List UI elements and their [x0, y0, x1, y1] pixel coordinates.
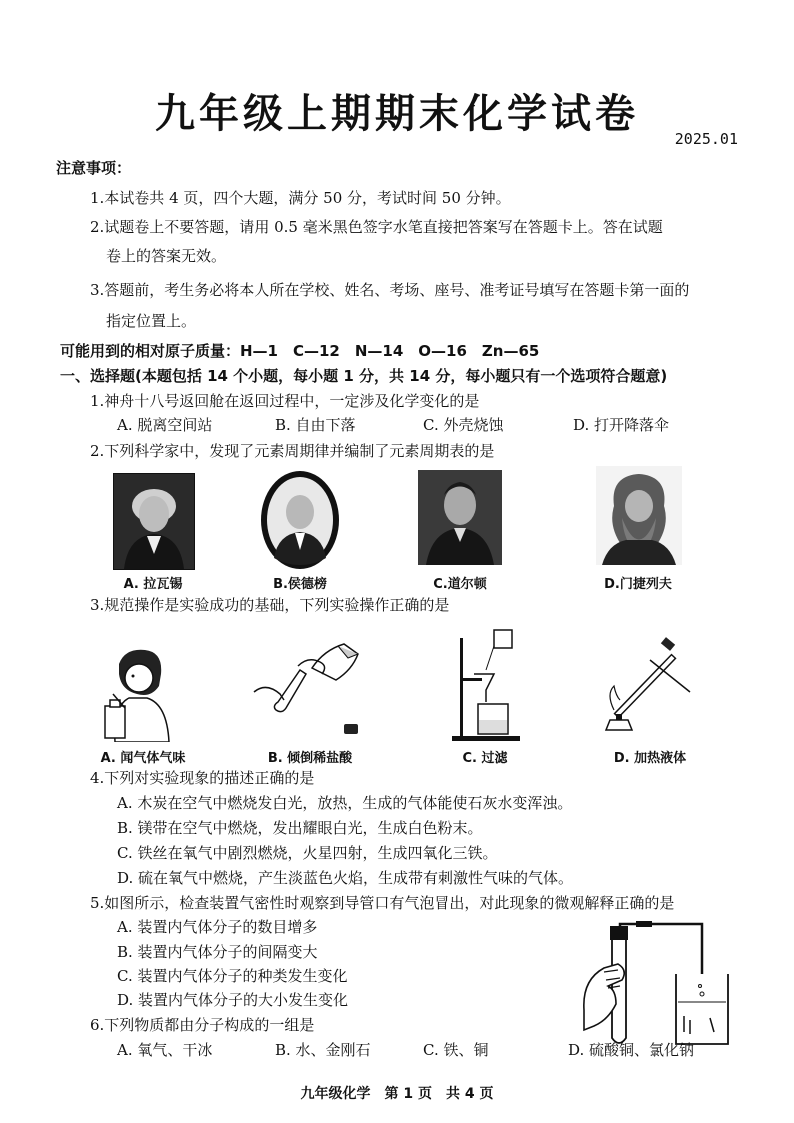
q6-option-c: C. 铁、铜	[423, 1041, 489, 1059]
q6-option-b: B. 水、金刚石	[275, 1041, 371, 1059]
q2-stem: 2.下列科学家中，发现了元素周期律并编制了元素周期表的是	[90, 442, 495, 460]
note-3-cont: 指定位置上。	[106, 312, 197, 330]
caption-3d: D. 加热液体	[613, 751, 687, 766]
q6-option-a: A. 氧气、干冰	[117, 1041, 213, 1059]
caption-c: C.道尔顿	[433, 577, 487, 592]
q4-stem: 4.下列对实验现象的描述正确的是	[90, 769, 315, 787]
portrait-mendeleev	[596, 466, 682, 565]
q5-option-d: D. 装置内气体分子的大小发生变化	[117, 991, 349, 1009]
figure-heat-liquid	[602, 630, 698, 742]
caption-b: B.侯德榜	[273, 577, 327, 592]
portrait-dalton	[418, 470, 502, 565]
q5-option-b: B. 装置内气体分子的间隔变大	[117, 943, 318, 961]
q1-option-d: D. 打开降落伞	[573, 416, 670, 434]
caption-a: A. 拉瓦锡	[123, 577, 183, 592]
figure-filtration	[450, 624, 522, 742]
q4-option-d: D. 硫在氧气中燃烧，产生淡蓝色火焰，生成带有刺激性气味的气体。	[117, 869, 574, 887]
note-1: 1.本试卷共 4 页，四个大题，满分 50 分，考试时间 50 分钟。	[90, 189, 511, 207]
q5-option-a: A. 装置内气体分子的数目增多	[117, 918, 318, 936]
q1-option-b: B. 自由下落	[275, 416, 356, 434]
q1-stem: 1.神舟十八号返回舱在返回过程中，一定涉及化学变化的是	[90, 392, 480, 410]
q4-option-a: A. 木炭在空气中燃烧发白光，放热，生成的气体能使石灰水变浑浊。	[117, 794, 573, 812]
caption-3c: C. 过滤	[462, 751, 508, 766]
q5-option-c: C. 装置内气体分子的种类发生变化	[117, 967, 348, 985]
q6-stem: 6.下列物质都由分子构成的一组是	[90, 1016, 315, 1034]
caption-d: D.门捷列夫	[604, 577, 672, 592]
note-3: 3.答题前，考生务必将本人所在学校、姓名、考场、座号、准考证号填写在答题卡第一面的	[90, 281, 690, 299]
portrait-hou-debang	[260, 470, 340, 570]
q5-stem: 5.如图所示，检查装置气密性时观察到导管口有气泡冒出，对此现象的微观解释正确的是	[90, 894, 675, 912]
caption-3b: B. 倾倒稀盐酸	[267, 751, 353, 766]
q4-option-b: B. 镁带在空气中燃烧，发出耀眼白光，生成白色粉末。	[117, 819, 483, 837]
note-2-cont: 卷上的答案无效。	[106, 247, 227, 265]
figure-pour-acid	[248, 636, 370, 746]
portrait-lavoisier	[113, 473, 195, 570]
q1-option-c: C. 外壳烧蚀	[423, 416, 504, 434]
q4-option-c: C. 铁丝在氧气中剧烈燃烧，火星四射，生成四氧化三铁。	[117, 844, 498, 862]
q3-stem: 3.规范操作是实验成功的基础，下列实验操作正确的是	[90, 596, 450, 614]
notes-heading: 注意事项：	[56, 159, 132, 177]
section-heading: 一、选择题(本题包括 14 个小题，每小题 1 分，共 14 分，每小题只有一个选项符合题意)	[60, 367, 668, 385]
page-footer: 九年级化学 第 1 页 共 4 页	[300, 1086, 494, 1102]
caption-3a: A. 闻气体气味	[100, 751, 186, 766]
note-2: 2.试题卷上不要答题，请用 0.5 毫米黑色签字水笔直接把答案写在答题卡上。答在试题	[90, 218, 663, 236]
q1-option-a: A. 脱离空间站	[117, 416, 213, 434]
atomic-mass: 可能用到的相对原子质量：H—1 C—12 N—14 O—16 Zn—65	[60, 342, 540, 360]
figure-airtightness	[578, 920, 738, 1052]
figure-smell-gas	[103, 646, 175, 742]
page-title: 九年级上期期末化学试卷	[155, 91, 639, 137]
exam-date: 2025.01	[674, 130, 738, 148]
q6-option-d: D. 硫酸铜、氯化钠	[568, 1041, 695, 1059]
